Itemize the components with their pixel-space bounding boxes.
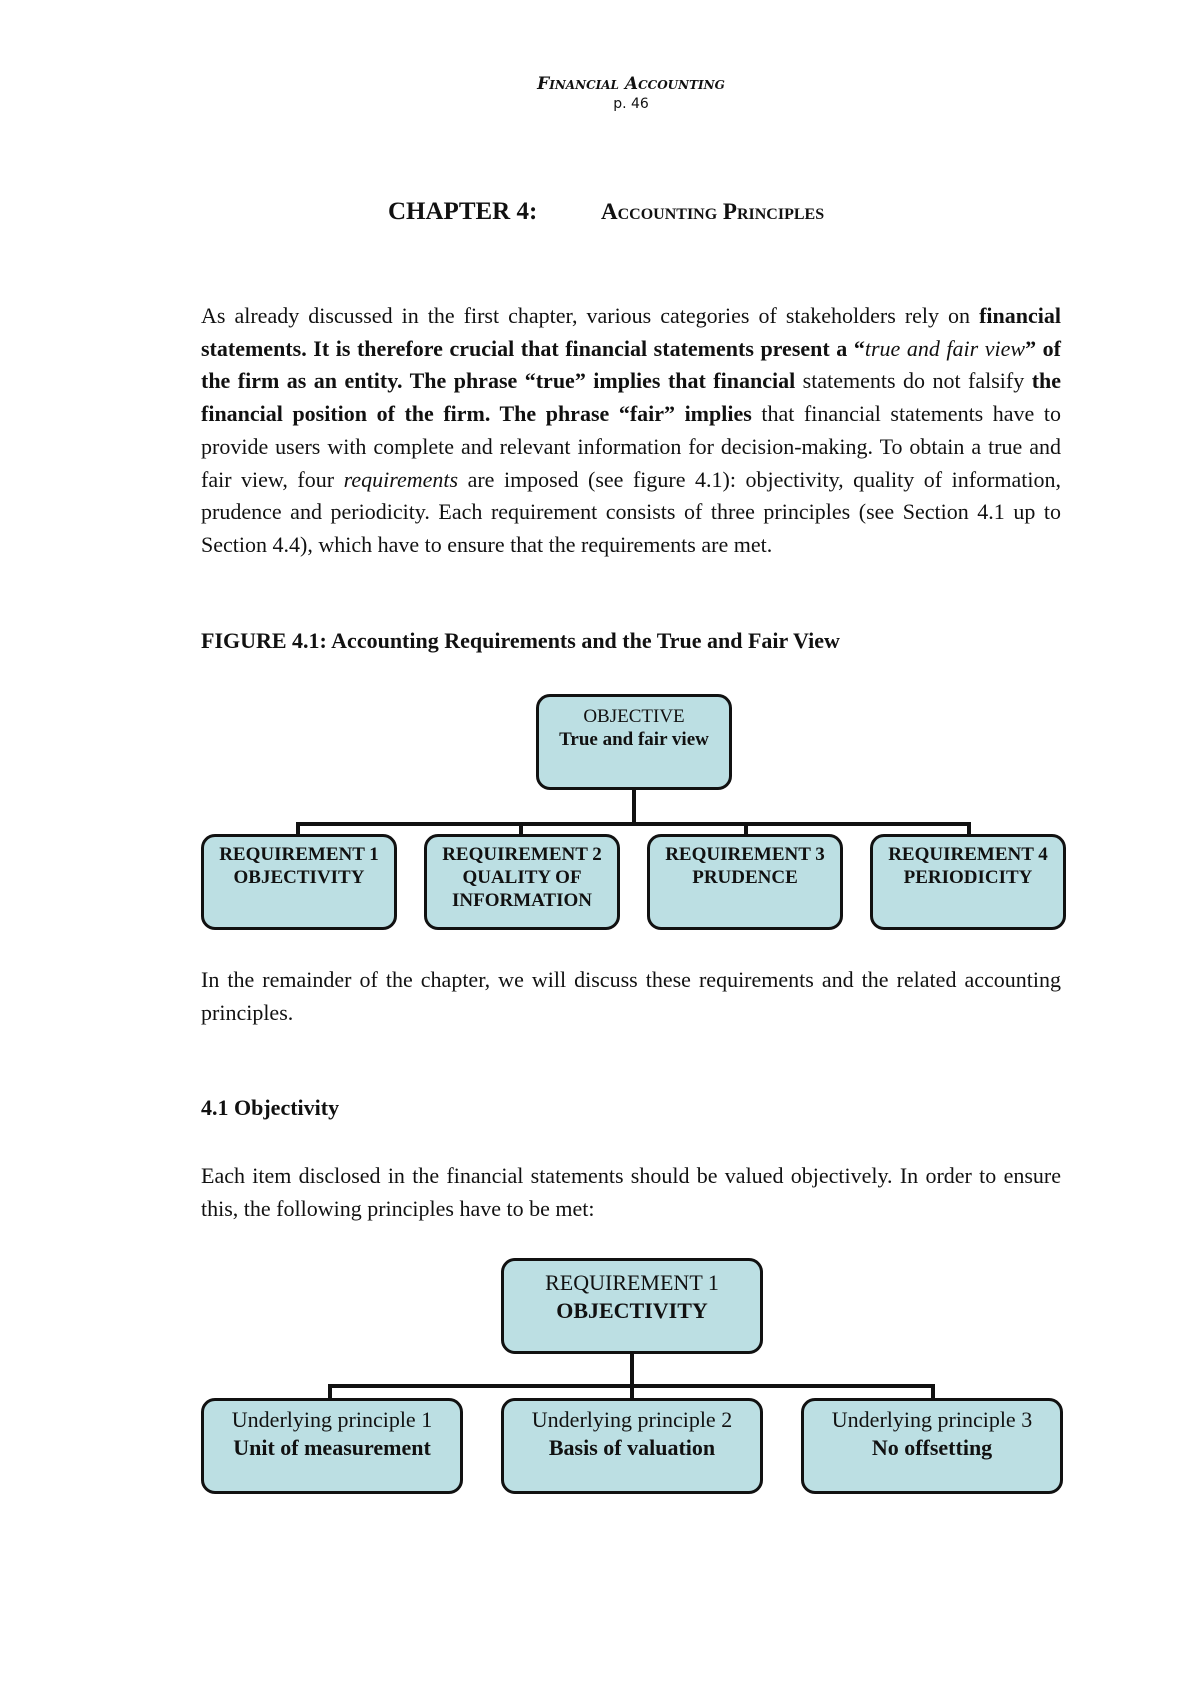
requirement-label: REQUIREMENT 1	[545, 1270, 719, 1295]
principle-name: No offsetting	[871, 1435, 993, 1460]
intro-text-4: that financial statements have to provide users with complete and relevant information for decision-making. To obtain a true and fair view, four	[201, 401, 1061, 492]
section-heading: 4.1 Objectivity	[201, 1095, 340, 1120]
intro-paragraph	[201, 300, 1061, 562]
requirement-name: OBJECTIVITY	[556, 1298, 708, 1323]
objective-value: True and fair view	[559, 729, 709, 750]
requirement-box-3	[647, 834, 843, 930]
objective-label: OBJECTIVE	[583, 706, 685, 727]
requirement-label: REQUIREMENT 4	[888, 844, 1048, 865]
requirement-label: REQUIREMENT 1	[219, 844, 379, 865]
principle-box-3	[801, 1398, 1063, 1494]
principle-label: Underlying principle 3	[831, 1407, 1033, 1432]
intro-bold-2: ” of the firm as an entity. The phrase “true” implies that financial	[201, 335, 1061, 394]
section-paragraph: Each item disclosed in the financial statements should be valued objectively. In order to ensure this, the following principles have to be met:	[201, 1163, 1061, 1221]
chapter-heading	[388, 198, 824, 226]
requirement-name: PERIODICITY	[903, 867, 1033, 888]
chapter-number: CHAPTER 4:	[388, 198, 538, 225]
objective-box	[536, 694, 732, 790]
requirement-label: REQUIREMENT 3	[665, 844, 825, 865]
page-number: p. 46	[613, 96, 649, 112]
requirement-name: OBJECTIVITY	[233, 867, 365, 888]
requirement-name: PRUDENCE	[692, 867, 798, 888]
requirement-name-2: INFORMATION	[451, 890, 593, 911]
intro-text-3: statements do not falsify	[802, 368, 1032, 394]
intro-bold-3: the financial position of the firm. The phrase “fair” implies	[201, 368, 1062, 427]
intro-italic-requirements: requirements	[343, 466, 459, 492]
connector-vertical-main	[632, 790, 636, 824]
principle-name: Unit of measurement	[233, 1435, 431, 1460]
requirement-name: QUALITY OF	[462, 867, 582, 888]
intro-bold-1: financial statements. It is therefore crucial that financial statements present a “	[201, 303, 1061, 361]
requirement-label: REQUIREMENT 2	[442, 844, 602, 865]
principle-box-2	[501, 1398, 763, 1494]
chapter-title: Accounting Principles	[601, 199, 825, 224]
remainder-paragraph: In the remainder of the chapter, we will discuss these requirements and the related accounting principles.	[201, 967, 1061, 1025]
running-header-title: Financial Accounting	[537, 74, 725, 94]
connector-horizontal	[296, 822, 971, 826]
requirement-box-4	[870, 834, 1066, 930]
principle-name: Basis of valuation	[548, 1435, 716, 1460]
principle-label: Underlying principle 2	[531, 1407, 733, 1432]
requirement-box-2	[424, 834, 620, 930]
principle-box-1	[201, 1398, 463, 1494]
requirement-box-1	[201, 834, 397, 930]
intro-text-5: are imposed (see figure 4.1): objectivity, quality of information, prudence and periodicity. Each requirement consists of three principles (see Section 4.1 up to Section 4.4), which have to ensure that the requirements are met.	[201, 466, 1061, 557]
intro-italic-1: true and fair view	[864, 335, 1026, 361]
requirement-objectivity-box	[501, 1258, 763, 1354]
principle-label: Underlying principle 1	[231, 1407, 433, 1432]
intro-line-1: As already discussed in the first chapter, various categories of stakeholders rely on	[201, 303, 971, 328]
connector-vertical-main	[630, 1354, 634, 1386]
figure-caption: FIGURE 4.1: Accounting Requirements and the True and Fair View	[201, 628, 840, 653]
